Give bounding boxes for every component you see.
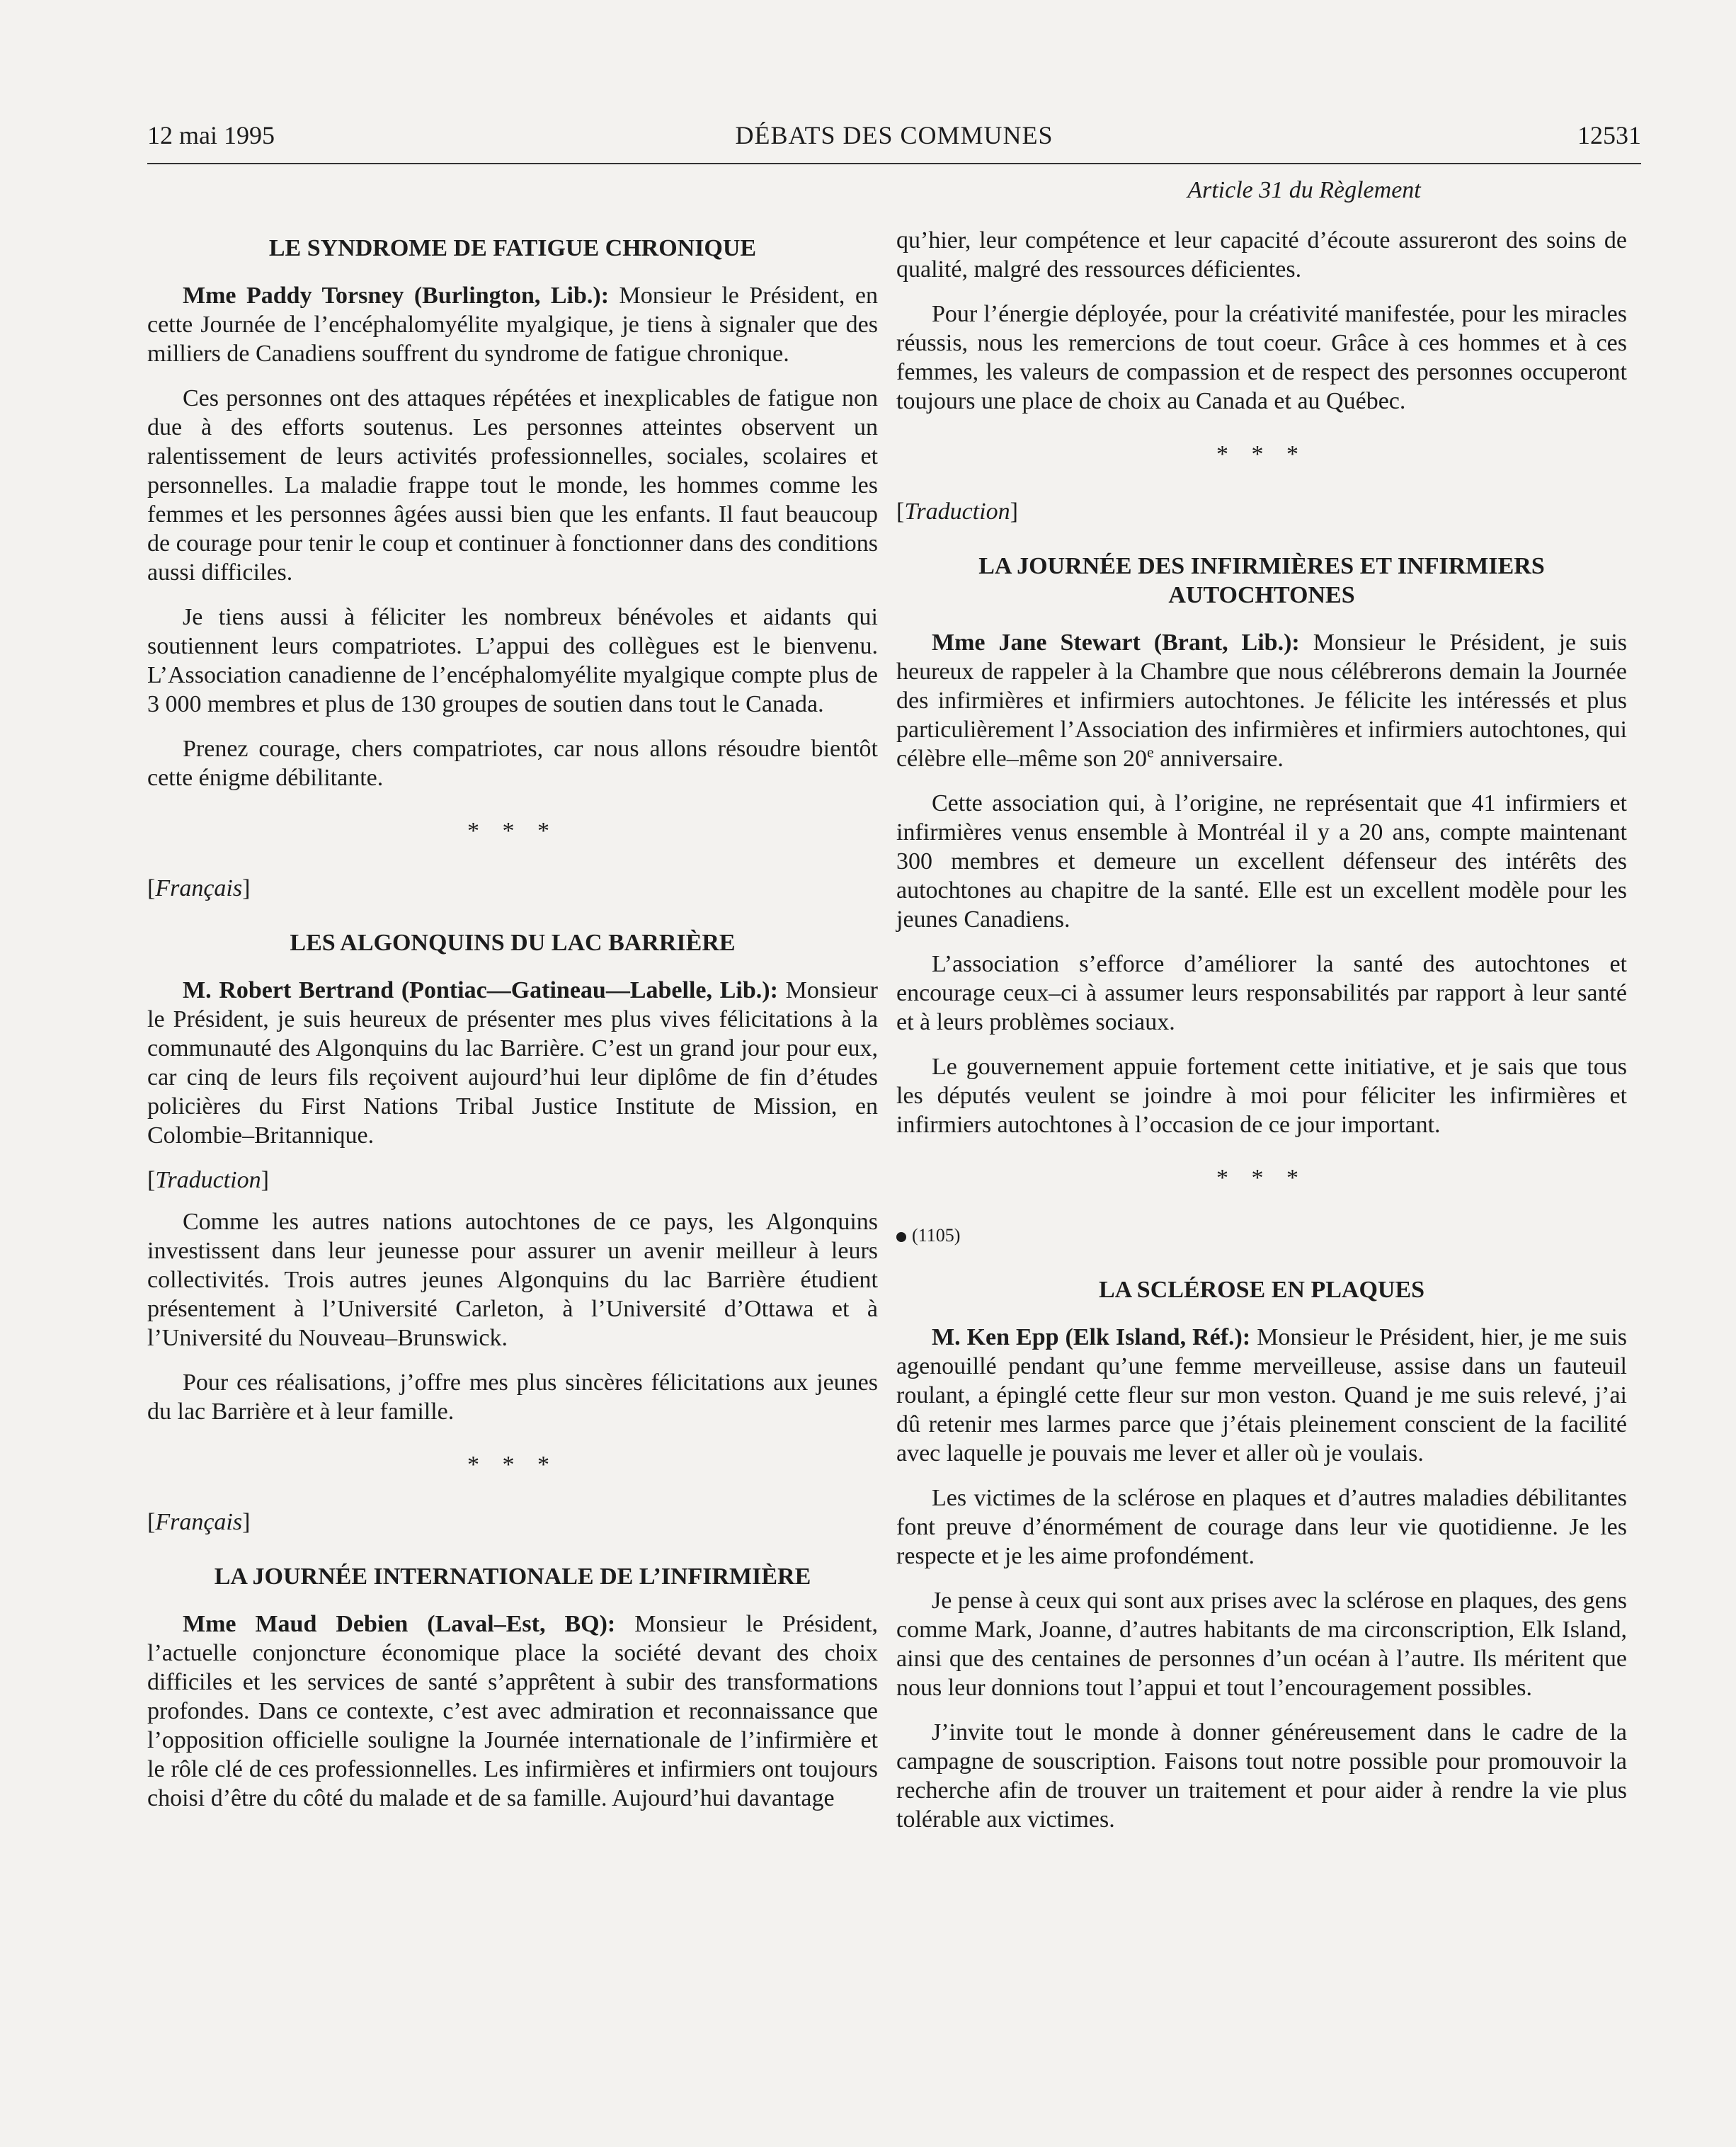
left-column — [147, 234, 878, 1828]
section-heading: LA JOURNÉE DES INFIRMIÈRES ET INFIRMIERS AUTOCHTONES — [978, 553, 1545, 608]
section-separator: * * * — [467, 1452, 558, 1478]
section-separator: * * * — [1216, 1165, 1307, 1191]
paragraph — [147, 1610, 878, 1813]
language-tag-text: Traduction — [904, 499, 1010, 525]
speaker-name: Mme Maud Debien (Laval–Est, BQ): — [183, 1611, 616, 1637]
paragraph: Les victimes de la sclérose en plaques et d’autres maladies débilitantes font preuve d’énormément de courage dans leur vie quotidienne. Je les respecte et je les aime profondément. — [896, 1485, 1627, 1569]
paragraph — [896, 1323, 1627, 1468]
speaker-name: M. Ken Epp (Elk Island, Réf.): — [932, 1324, 1251, 1350]
section-heading: LES ALGONQUINS DU LAC BARRIÈRE — [290, 930, 736, 956]
paragraph — [147, 976, 878, 1150]
paragraph-text: Monsieur le Président, je suis heureux de rappeler à la Chambre que nous célébrerons demain la Journée des infirmières et infirmiers autochtones. Je félicite les intéressés et plus particulièrement l’Association des infirmières et infirmiers autochtones, qui célèbre elle–même son 20 — [896, 630, 1627, 772]
language-tag-text: Français — [155, 1509, 243, 1535]
section-separator: * * * — [1216, 441, 1307, 467]
page-header — [147, 113, 1641, 164]
header-title: DÉBATS DES COMMUNES — [735, 121, 1053, 149]
paragraph — [147, 281, 878, 368]
speaker-name: Mme Jane Stewart (Brant, Lib.): — [932, 630, 1300, 656]
paragraph-text: anniversaire. — [1153, 746, 1284, 772]
paragraph: Je tiens aussi à féliciter les nombreux bénévoles et aidants qui soutiennent leurs compatriotes. L’appui des collègues est le bienvenu. L’Association canadienne de l’encéphalomyélite myalgique compte plus de 3 000 membres et plus de 130 groupes de soutien dans tout le Canada. — [147, 604, 878, 717]
paragraph: Pour l’énergie déployée, pour la créativité manifestée, pour les miracles réussis, nous les remercions de tout coeur. Grâce à ces hommes et à ces femmes, les valeurs de compassion et de respect des personnes occuperont toujours une place de choix au Canada et au Québec. — [896, 301, 1627, 414]
paragraph: J’invite tout le monde à donner généreusement dans le cadre de la campagne de souscription. Faisons tout notre possible pour promouvoir la recherche afin de trouver un traitement et pour aider à rendre la vie plus tolérable aux victimes. — [896, 1719, 1627, 1833]
paragraph: Pour ces réalisations, j’offre mes plus sincères félicitations aux jeunes du lac Barrière et à leur famille. — [147, 1369, 878, 1425]
language-tag: [Français] — [147, 875, 251, 901]
header-page-number: 12531 — [1577, 121, 1641, 149]
timestamp-text: (1105) — [912, 1225, 961, 1246]
bullet-icon — [896, 1232, 906, 1242]
language-tag-text: Français — [155, 875, 243, 901]
paragraph: Je pense à ceux qui sont aux prises avec la sclérose en plaques, des gens comme Mark, Joanne, d’autres habitants de ma circonscription, Elk Island, ainsi que des centaines de personnes d’un océan à l’autre. Ils méritent que nous leur donnions tout l’appui et tout l’encouragement possibles. — [896, 1588, 1627, 1701]
paragraph: Prenez courage, chers compatriotes, car nous allons résoudre bientôt cette énigme débilitante. — [147, 736, 878, 791]
right-column — [896, 176, 1627, 1850]
paragraph — [896, 628, 1627, 773]
section-heading: LE SYNDROME DE FATIGUE CHRONIQUE — [268, 235, 757, 261]
paragraph: Comme les autres nations autochtones de ce pays, les Algonquins investissent dans leur jeunesse pour assurer un avenir meilleur à leurs collectivités. Trois autres jeunes Algonquins du lac Barrière étudient présentement à l’Université Carleton, à l’Université d’Ottawa et à l’Université du Nouveau–Brunswick. — [147, 1209, 878, 1351]
paragraph: L’association s’efforce d’améliorer la santé des autochtones et encourage ceux–ci à assumer leurs responsabilités par rapport à leur santé et à leurs problèmes sociaux. — [896, 951, 1627, 1035]
section-heading: LA JOURNÉE INTERNATIONALE DE L’INFIRMIÈRE — [214, 1564, 811, 1590]
paragraph-text: Monsieur le Président, l’actuelle conjoncture économique place la société devant des choix difficiles et les services de santé s’apprêtent à subir des transformations profondes. Dans ce contexte, c’est avec admiration et reconnaissance que l’opposition officielle souligne la Journée internationale de l’infirmière et le rôle clé de ces professionnelles. Les infirmières et infirmiers ont toujours choisi d’être du côté du malade et de sa famille. Aujourd’hui davantage — [147, 1611, 879, 1811]
article-reference: Article 31 du Règlement — [1187, 177, 1421, 203]
paragraph-text: Monsieur le Président, en cette Journée de l’encéphalomyélite myalgique, je tiens à signaler que des milliers de Canadiens souffrent du syndrome de fatigue chronique. — [147, 283, 878, 367]
language-tag: [Traduction] — [147, 1167, 269, 1193]
language-tag: [Français] — [147, 1509, 251, 1535]
speaker-name: Mme Paddy Torsney (Burlington, Lib.): — [183, 283, 610, 309]
paragraph-text: Monsieur le Président, hier, je me suis agenouillé pendant qu’une femme merveilleuse, assise dans un fauteuil roulant, a épinglé cette fleur sur mon veston. Quand je me suis relevé, j’ai dû retenir mes larmes parce que j’étais pleinement conscient de la facilité avec laquelle je pouvais me lever et aller où je voulais. — [896, 1324, 1628, 1467]
speaker-name: M. Robert Bertrand (Pontiac—Gatineau—Labelle, Lib.): — [183, 977, 778, 1003]
paragraph: Le gouvernement appuie fortement cette initiative, et je sais que tous les députés veulent se joindre à moi pour féliciter les infirmières et infirmiers autochtones à l’occasion de ce jour important. — [896, 1054, 1627, 1138]
language-tag-text: Traduction — [155, 1167, 261, 1193]
timestamp — [896, 1221, 1627, 1250]
paragraph: Ces personnes ont des attaques répétées et inexplicables de fatigue non due à des efforts soutenus. Les personnes atteintes observent un ralentissement de leurs activités professionnelles, sociales, scolaires et personnelles. La maladie frappe tout le monde, les hommes comme les femmes et les personnes âgées aussi bien que les enfants. Il faut beaucoup de courage pour tenir le coup et continuer à fonctionner dans des conditions aussi difficiles. — [147, 385, 878, 586]
language-tag: [Traduction] — [896, 499, 1018, 525]
header-date: 12 mai 1995 — [147, 121, 275, 149]
superscript: e — [1147, 743, 1154, 761]
paragraph: Cette association qui, à l’origine, ne représentait que 41 infirmiers et infirmières venus ensemble à Montréal il y a 20 ans, compte maintenant 300 membres et demeure un excellent défenseur des intérêts des autochtones au chapitre de la santé. Elle est un excellent modèle pour les jeunes Canadiens. — [896, 790, 1627, 933]
paragraph: qu’hier, leur compétence et leur capacité d’écoute assureront des soins de qualité, malgré des ressources déficientes. — [896, 227, 1627, 283]
section-heading: LA SCLÉROSE EN PLAQUES — [1098, 1277, 1425, 1303]
section-separator: * * * — [467, 818, 558, 844]
paragraph-text: Monsieur le Président, je suis heureux de présenter mes plus vives félicitations à la communauté des Algonquins du lac Barrière. C’est un grand jour pour eux, car cinq de leurs fils reçoivent aujourd’hui leur diplôme de fin d’études policières du First Nations Tribal Justice Institute de Mission, en Colombie–Britannique. — [147, 977, 878, 1149]
